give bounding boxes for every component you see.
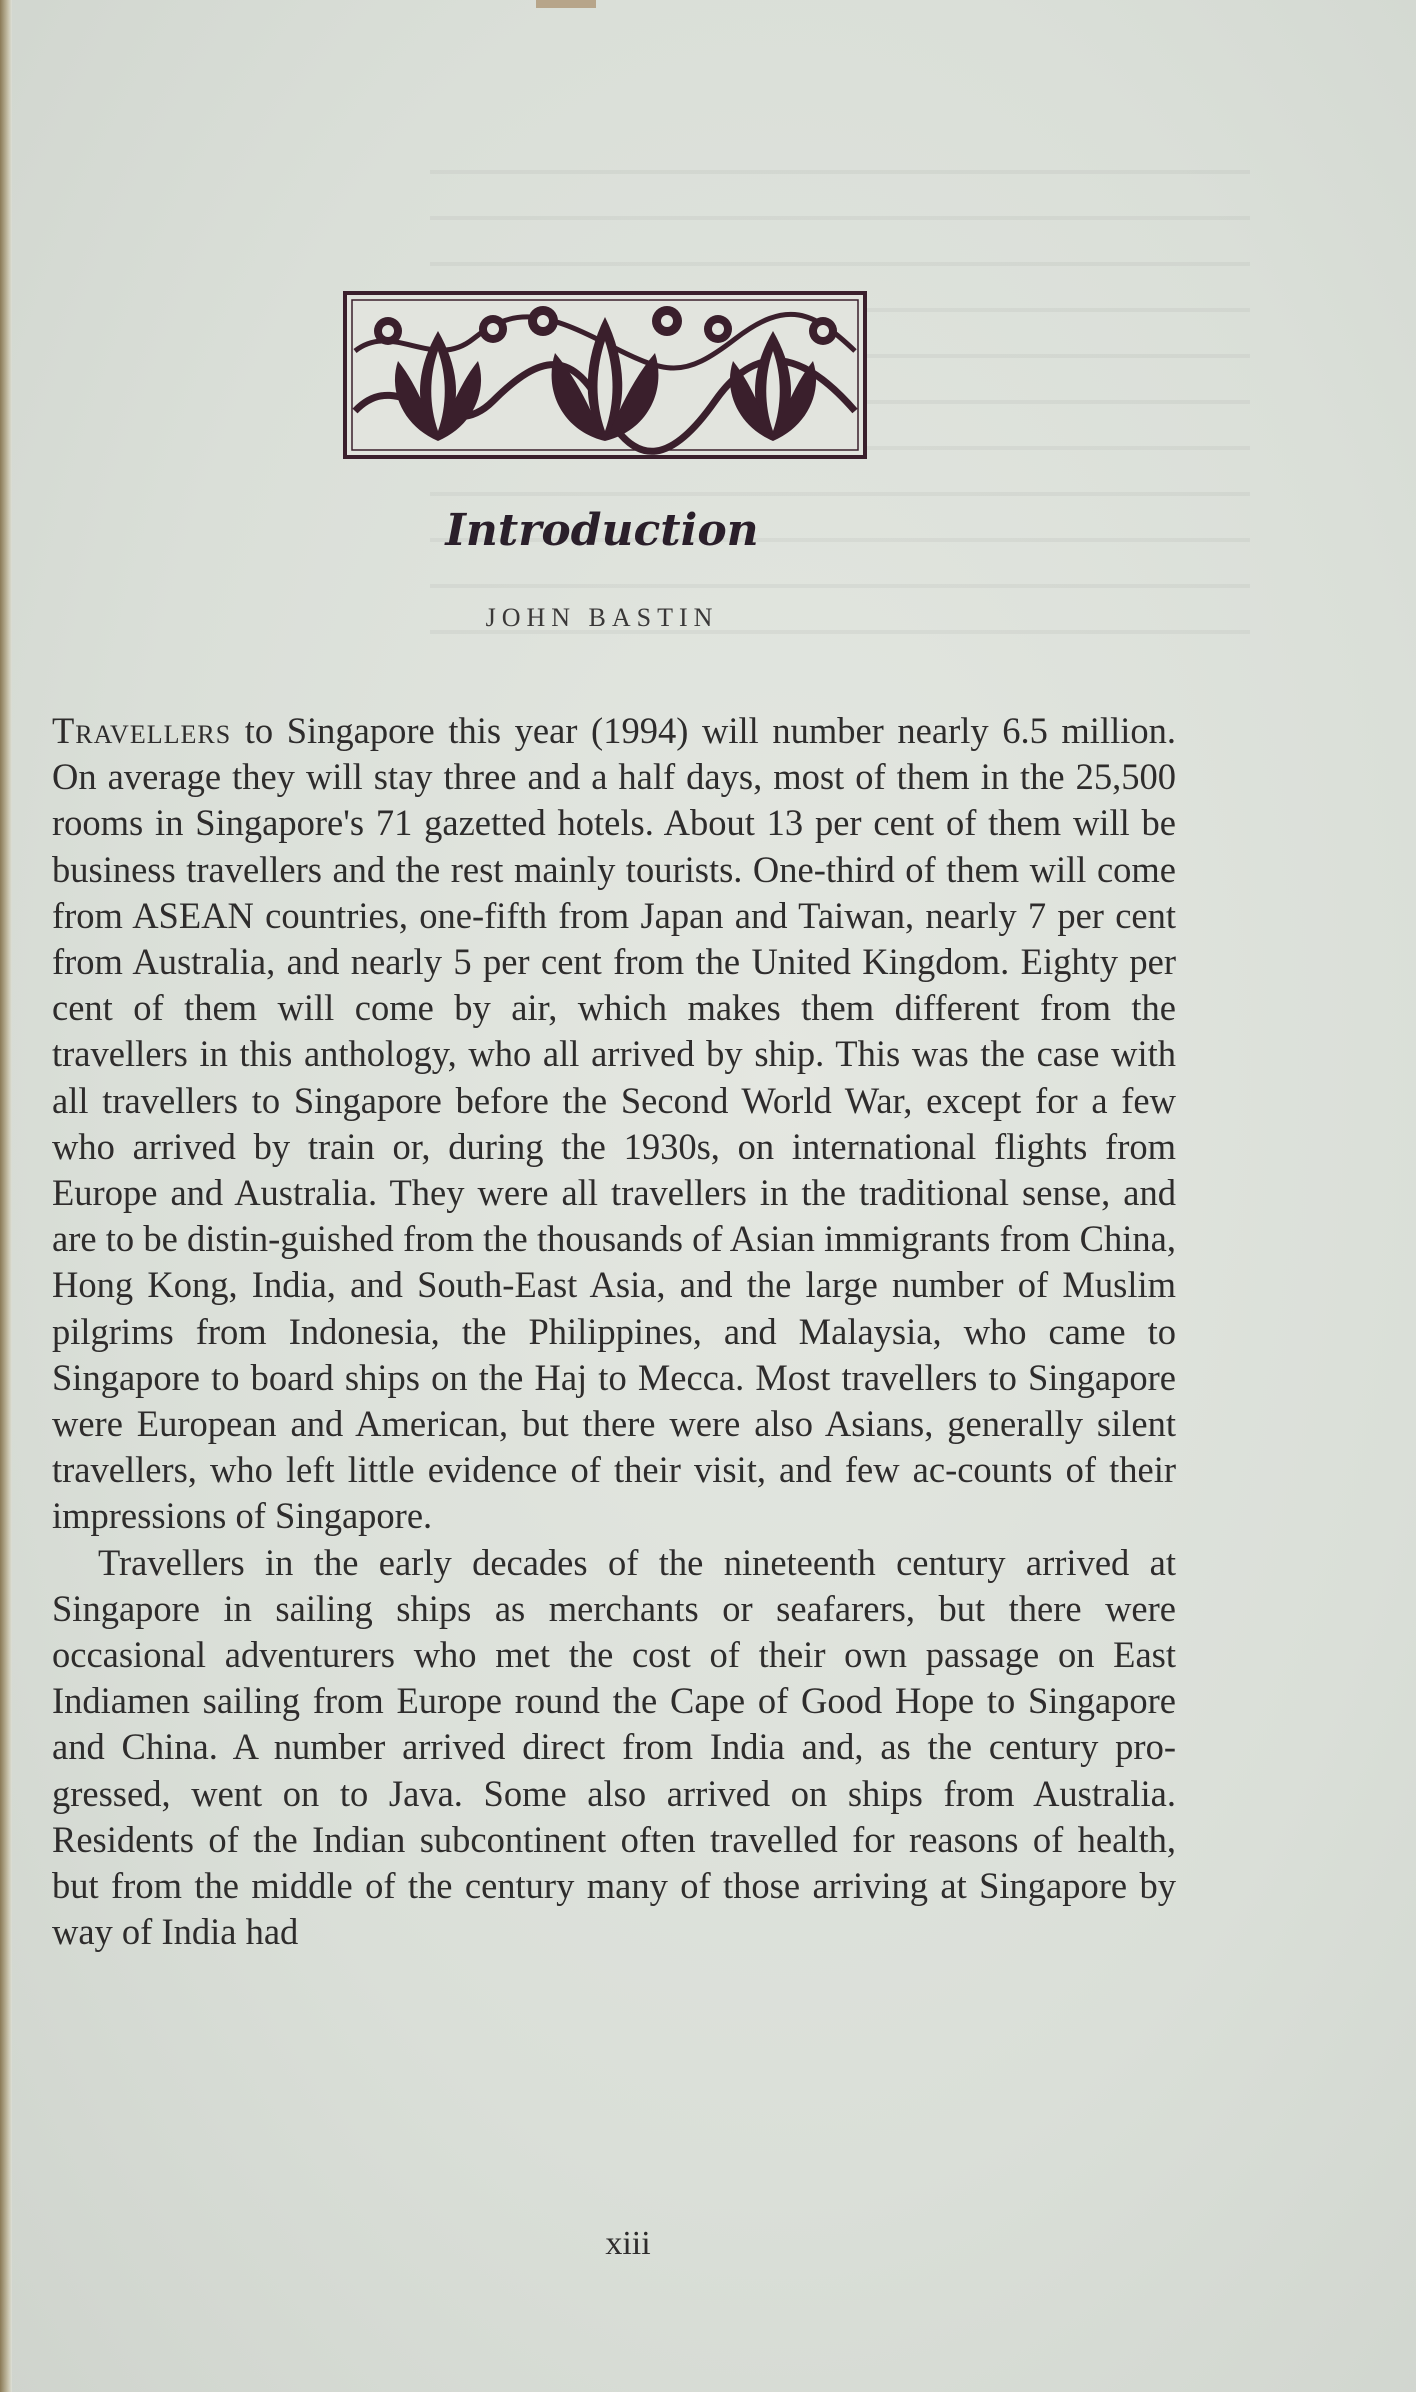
paragraph-lead-in: Travellers bbox=[52, 710, 232, 751]
chapter-title: Introduction bbox=[445, 505, 759, 556]
page-gutter-edge bbox=[0, 0, 12, 2392]
paragraph-text: to Singapore this year (1994) will number nearly 6.5 million. On average they will stay three and a half days, most of them in the 25,500 rooms in Singapore's 71 gazetted hotels. About 13 per cent of them will be business travellers and the rest mainly tourists. One-third of them will come from ASEAN countries, one-fifth from Japan and Taiwan, nearly 7 per cent from Australia, and nearly 5 per cent from the United Kingdom. Eighty per cent of them will come by air, which makes them different from the travellers in this anthology, who all arrived by ship. This was the case with all travellers to Singapore before the Second World War, except for a few who arrived by train or, during the 1930s, on international flights from Europe and Australia. They were all travellers in the traditional sense, and are to be distin-guished from the thousands of Asian immigrants from China, Hong Kong, India, and South-East Asia, and the large number of Muslim pilgrims from Indonesia, the Philippines, and Malaysia, who came to Singapore to board ships on the Haj to Mecca. Most travellers to Singapore were European and American, but there were also Asians, generally silent travellers, who left little evidence of their visit, and few ac-counts of their impressions of Singapore. bbox=[52, 710, 1176, 1537]
body-text bbox=[52, 708, 1176, 1955]
paragraph bbox=[52, 708, 1176, 1540]
floral-ornament-icon bbox=[343, 291, 867, 459]
paragraph: Travellers in the early decades of the nineteenth century arrived at Singapore in sailing ships as merchants or seafarers, but there were occasional adventurers who met the cost of their own passage on East Indiamen sailing from Europe round the Cape of Good Hope to Singapore and China. A number arrived direct from India and, as the century pro-gressed, went on to Java. Some also arrived on ships from Australia. Residents of the Indian subcontinent often travelled for reasons of health, but from the middle of the century many of those arriving at Singapore by way of India had bbox=[52, 1541, 1176, 1953]
bookmark-tab bbox=[536, 0, 596, 8]
author-name: JOHN BASTIN bbox=[485, 603, 719, 632]
page-number: xiii bbox=[605, 2225, 651, 2262]
